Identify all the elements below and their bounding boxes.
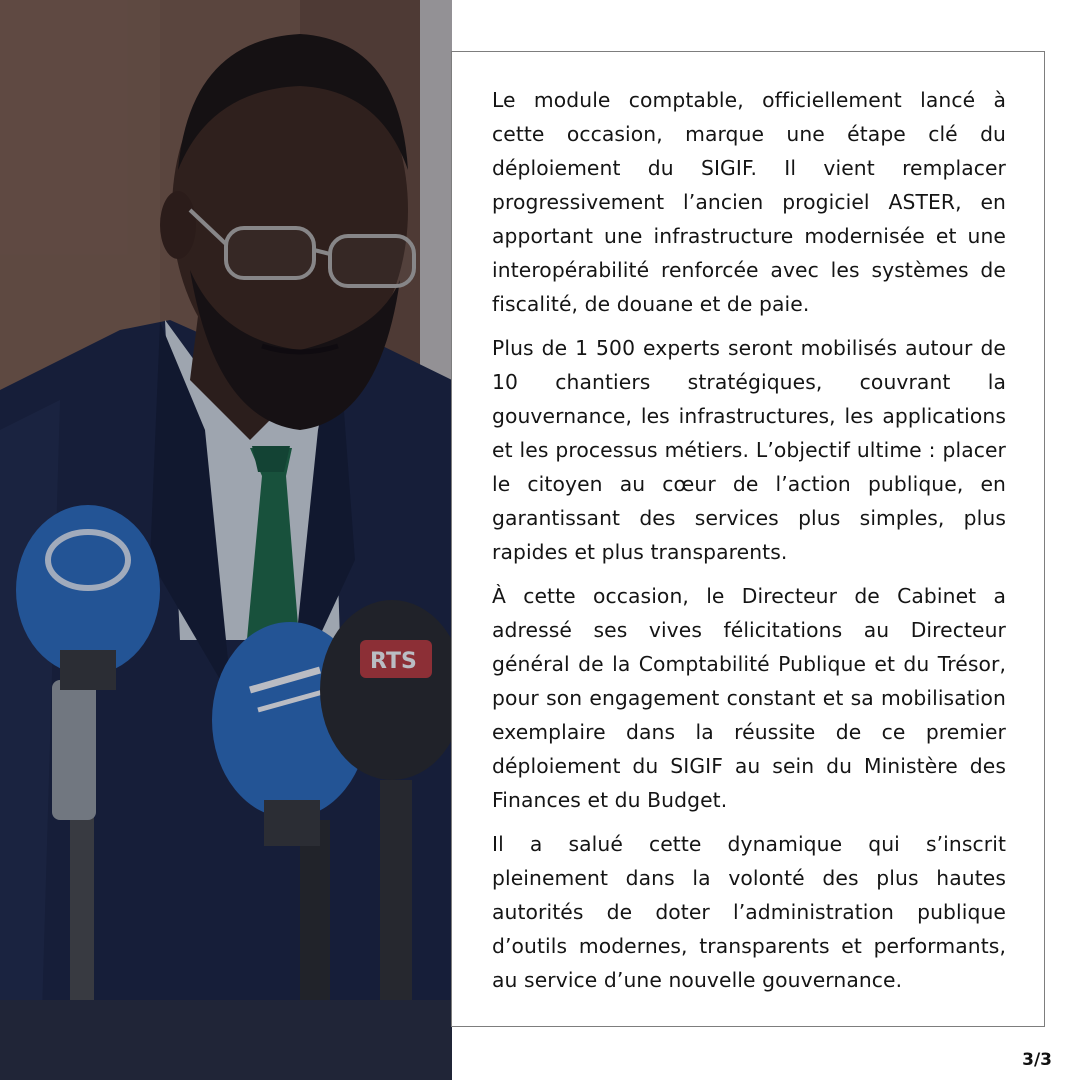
photo-overlay [0, 0, 452, 1080]
article-paragraph: Le module comptable, officiellement lancé à cette occasion, marque une étape clé du déploiement du SIGIF. Il vient remplacer progressivement l’ancien progiciel ASTER, en apportant une infrastructure modernisée et une interopérabilité renforcée avec les systèmes de fiscalité, de douane et de paie. [492, 88, 1006, 316]
article-body [492, 83, 1006, 1007]
rts-mic-logo: RTS [370, 649, 417, 674]
page-counter: 3/3 [1022, 1050, 1052, 1070]
article-card [451, 51, 1045, 1027]
speaker-photo [0, 0, 452, 1080]
article-paragraph: À cette occasion, le Directeur de Cabinet a adressé ses vives félicitations au Directeur général de la Comptabilité Publique et du Trésor, pour son engagement constant et sa mobilisation exemplaire dans la réussite de ce premier déploiement du SIGIF au sein du Ministère des Finances et du Budget. [492, 584, 1006, 812]
article-paragraph: Il a salué cette dynamique qui s’inscrit pleinement dans la volonté des plus hautes autorités de doter l’administration publique d’outils modernes, transparents et performants, au service d’une nouvelle gouvernance. [492, 832, 1006, 992]
article-paragraph: Plus de 1 500 experts seront mobilisés autour de 10 chantiers stratégiques, couvrant la gouvernance, les infrastructures, les applications et les processus métiers. L’objectif ultime : placer le citoyen au cœur de l’action publique, en garantissant des services plus simples, plus rapides et plus transparents. [492, 336, 1006, 564]
